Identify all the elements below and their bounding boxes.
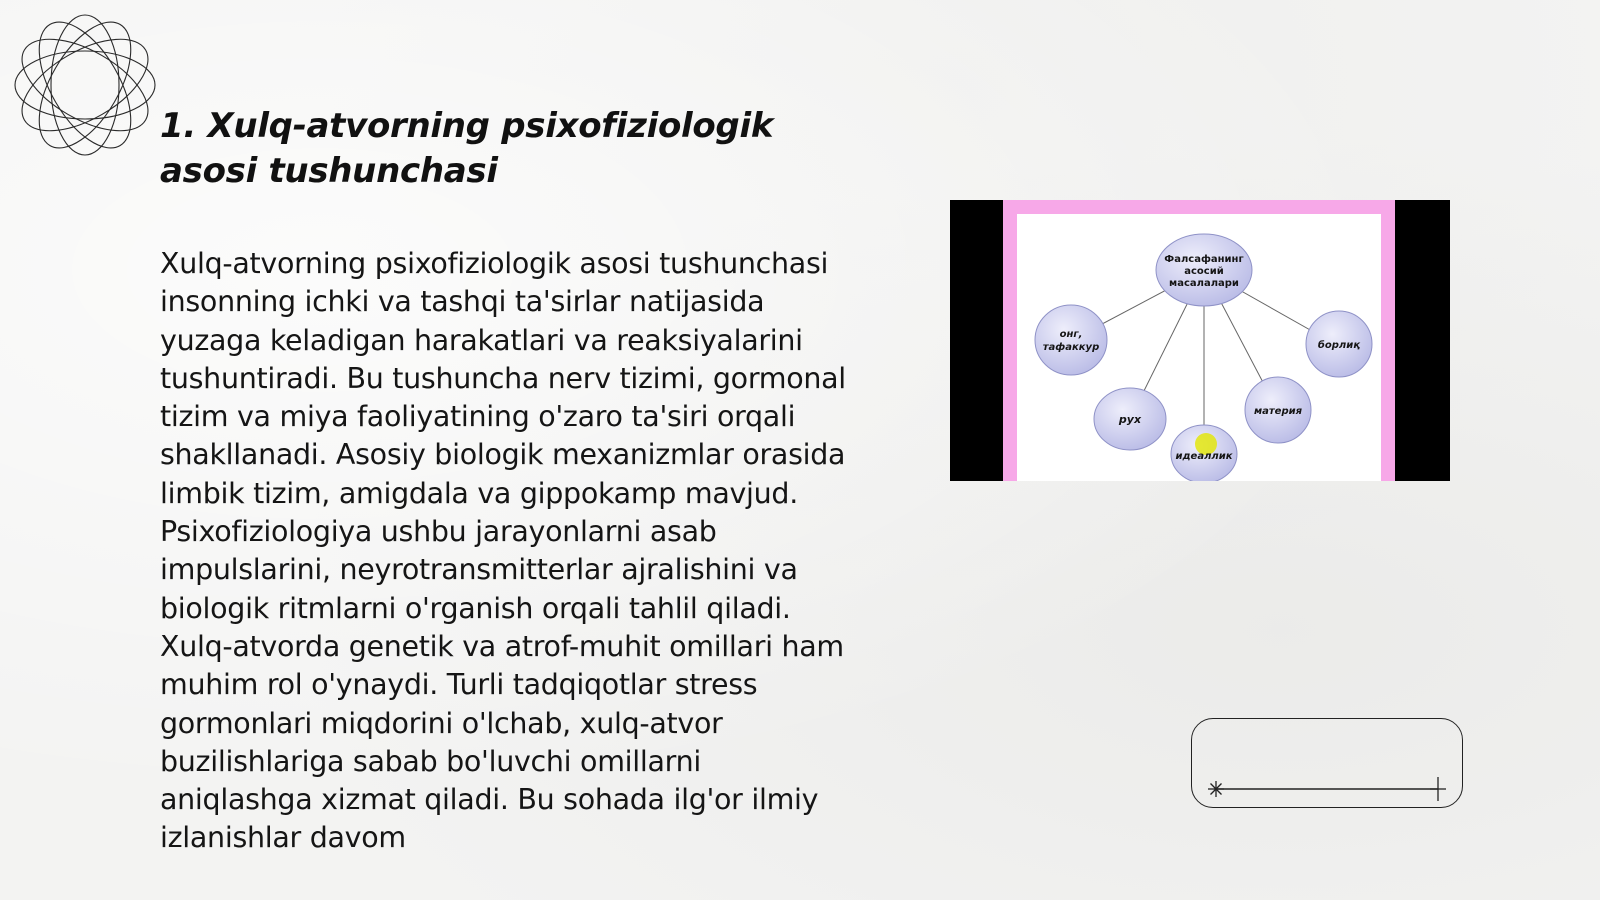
plus-star-icon bbox=[1430, 777, 1446, 801]
slide-body-text: Xulq-atvorning psixofiziologik asosi tushunchasi insonning ichki va tashqi ta'sirlar natijasida yuzaga keladigan harakatlari va reaksiyalarini tushuntiradi. Bu tushuncha nerv tizimi, gormonal tizim va miya faoliyatining o'zaro ta'siri orqali shakllanadi. Asosiy biologik mexanizmlar orasida limbik tizim, amigdala va gippokamp mavjud. Psixofiziologiya ushbu jarayonlarni asab impulslarini, neyrotransmitterlar ajralishini va biologik ritmlarni o'rganish orqali tahlil qiladi. Xulq-atvorda genetik va atrof-muhit omillari ham muhim rol o'ynaydi. Turli tadqiqotlar stress gormonlari miqdorini o'lchab, xulq-atvor buzilishlariga sabab bo'luvchi omillarni aniqlashga xizmat qiladi. Bu sohada ilg'or ilmiy izlanishlar davom bbox=[160, 247, 846, 855]
diagram-node-borliq bbox=[1306, 311, 1372, 377]
slide-title: 1. Xulq-atvorning psixofiziologik asosi tushunchasi bbox=[160, 106, 774, 191]
diagram-node-idealizm bbox=[1171, 425, 1237, 481]
node-ong-line-2: тафаккур bbox=[1042, 342, 1100, 353]
diagram-center-node bbox=[1156, 234, 1252, 306]
decorative-line-box bbox=[1191, 718, 1463, 808]
sparkle-icon bbox=[1208, 781, 1224, 797]
diagram-node-ong bbox=[1035, 305, 1107, 375]
diagram-node-ruh bbox=[1094, 388, 1166, 450]
node-ong-line-1: онг, bbox=[1059, 329, 1083, 340]
diagram-node-materiya bbox=[1245, 377, 1311, 443]
philosophy-diagram-image bbox=[950, 200, 1450, 481]
node-borliq-label: борлиқ bbox=[1317, 340, 1361, 351]
decorative-ring-ornament bbox=[10, 10, 160, 160]
center-node-line-3: масалалари bbox=[1169, 278, 1239, 289]
node-idealizm-label: идеаллик bbox=[1175, 451, 1233, 462]
node-ruh-label: рух bbox=[1118, 413, 1142, 426]
center-node-line-2: асосий bbox=[1184, 266, 1224, 277]
node-materiya-label: материя bbox=[1253, 406, 1303, 417]
center-node-line-1: Фалсафанинг bbox=[1164, 254, 1244, 265]
